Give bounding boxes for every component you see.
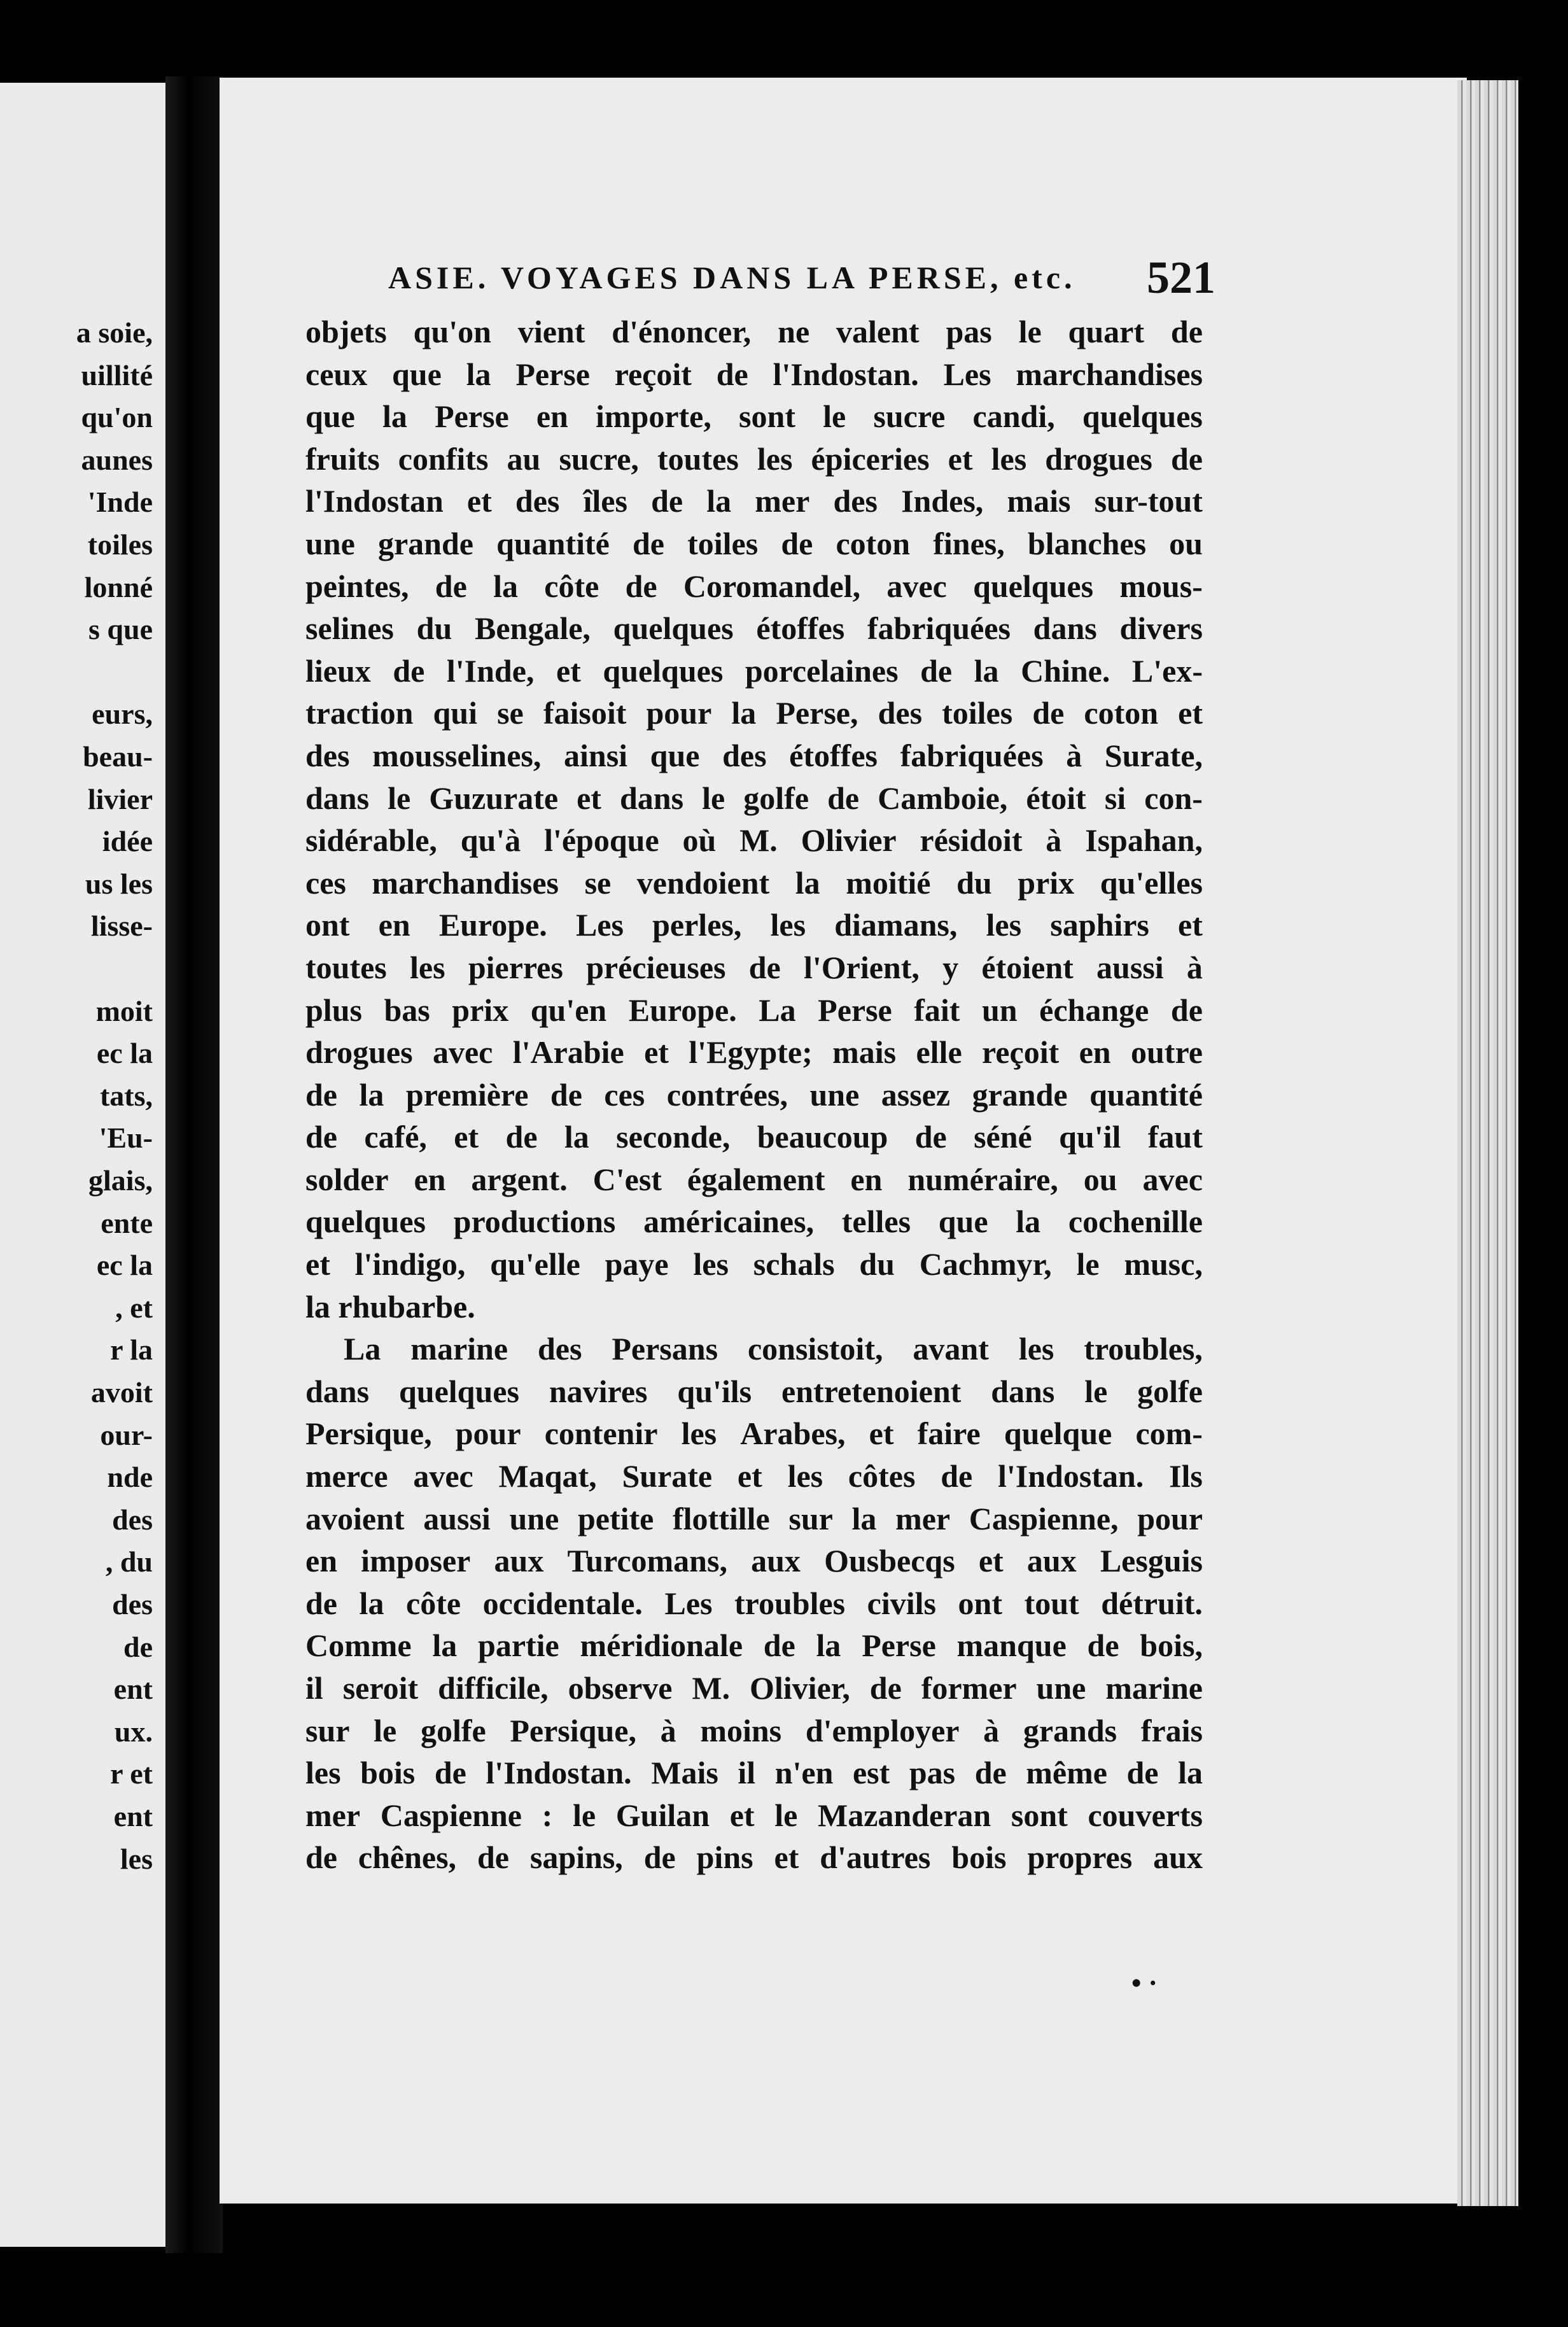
left-page-fragment: uillité — [81, 358, 153, 391]
left-page-fragment: 'Inde — [87, 486, 153, 519]
left-page-fragment: ec la — [96, 1249, 153, 1282]
left-page-fragment: lisse- — [90, 910, 153, 943]
left-page-fragment: de — [123, 1630, 153, 1663]
facing-page-left — [0, 83, 165, 2247]
left-page-fragment: toiles — [87, 528, 153, 561]
left-page-fragment: avoit — [90, 1376, 153, 1409]
left-page-fragment: , du — [105, 1545, 153, 1578]
page-edges — [1457, 80, 1518, 2206]
body-text — [305, 311, 1203, 1879]
left-page-fragment: moit — [95, 994, 153, 1027]
text-line: merce avec Maqat, Surate et les côtes de l'Indostan. Ils — [305, 1458, 1203, 1494]
text-line: des mousselines, ainsi que des étoffes fabriquées à Surate, — [305, 737, 1203, 773]
text-line: sidérable, qu'à l'époque où M. Olivier résidoit à Ispahan, — [305, 822, 1203, 859]
left-page-fragment: les — [120, 1842, 153, 1875]
text-line: lieux de l'Inde, et quelques porcelaines de la Chine. L'ex- — [305, 652, 1203, 689]
left-page-fragment: lonné — [84, 570, 153, 603]
left-page-fragment: ent — [113, 1800, 153, 1832]
text-line: toutes les pierres précieuses de l'Orient, y étoient aussi à — [305, 949, 1203, 985]
text-line: plus bas prix qu'en Europe. La Perse fait un échange de — [305, 992, 1203, 1028]
text-line: en imposer aux Turcomans, aux Ousbecqs et aux Lesguis — [305, 1543, 1203, 1579]
text-line: quelques productions américaines, telles que la cochenille — [305, 1204, 1203, 1240]
left-page-fragment: ux. — [114, 1715, 153, 1748]
left-page-fragment: des — [112, 1503, 153, 1536]
running-head-title: ASIE. VOYAGES DANS LA PERSE, etc. — [388, 260, 1076, 295]
text-line: de la première de ces contrées, une assez grande quantité — [305, 1076, 1203, 1113]
left-page-fragment: r la — [110, 1333, 153, 1367]
left-page-fragment: qu'on — [81, 401, 153, 434]
text-line: ont en Europe. Les perles, les diamans, les saphirs et — [305, 907, 1203, 943]
book-spine-shadow — [165, 76, 223, 2253]
left-page-fragment: 'Eu- — [99, 1121, 153, 1155]
left-page-fragment: tats, — [99, 1079, 153, 1112]
text-line: ceux que la Perse reçoit de l'Indostan. Les marchandises — [305, 356, 1203, 392]
signature-mark: • · — [1131, 1967, 1158, 1999]
text-line: et l'indigo, qu'elle paye les schals du Cachmyr, le musc, — [305, 1246, 1203, 1283]
left-page-fragment: ente — [101, 1206, 153, 1239]
page-number: 521 — [1147, 252, 1215, 303]
text-line: de chênes, de sapins, de pins et d'autres bois propres aux — [305, 1839, 1203, 1876]
text-line: Persique, pour contenir les Arabes, et faire quelque com- — [305, 1416, 1203, 1452]
left-page-fragment: idée — [102, 825, 153, 858]
left-page-fragment: beau- — [83, 740, 153, 773]
text-line: les bois de l'Indostan. Mais il n'en est pas de même de la — [305, 1755, 1203, 1791]
text-line: fruits confits au sucre, toutes les épiceries et les drogues de — [305, 440, 1203, 477]
text-line: il seroit difficile, observe M. Olivier, de former une marine — [305, 1670, 1203, 1706]
text-line: mer Caspienne : le Guilan et le Mazanderan sont couverts — [305, 1797, 1203, 1833]
text-line: dans quelques navires qu'ils entretenoient dans le golfe — [305, 1373, 1203, 1409]
left-page-fragment: livier — [87, 782, 153, 815]
left-page-fragment: eurs, — [92, 698, 153, 731]
text-line: une grande quantité de toiles de coton fines, blanches ou — [305, 525, 1203, 561]
text-line: Comme la partie méridionale de la Perse manque de bois, — [305, 1627, 1203, 1664]
left-page-fragment: ec la — [96, 1037, 153, 1070]
text-line: la rhubarbe. — [305, 1288, 475, 1325]
text-line: l'Indostan et des îles de la mer des Indes, mais sur-tout — [305, 483, 1203, 519]
text-line: sur le golfe Persique, à moins d'employer à grands frais — [305, 1712, 1203, 1748]
left-page-fragment: des — [112, 1588, 153, 1620]
text-line: que la Perse en importe, sont le sucre candi, quelques — [305, 398, 1203, 435]
text-line: ces marchandises se vendoient la moitié du prix qu'elles — [305, 864, 1203, 901]
text-line: peintes, de la côte de Coromandel, avec quelques mous- — [305, 568, 1203, 604]
text-line: selines du Bengale, quelques étoffes fabriquées dans divers — [305, 610, 1203, 647]
left-page-fragment: nde — [107, 1461, 153, 1494]
text-line: avoient aussi une petite flottille sur la mer Caspienne, pour — [305, 1500, 1203, 1536]
left-page-fragment: us les — [85, 867, 153, 900]
running-head — [388, 251, 1215, 302]
text-line: de café, et de la seconde, beaucoup de séné qu'il faut — [305, 1119, 1203, 1155]
left-page-fragment: a soie, — [76, 316, 153, 349]
text-line: solder en argent. C'est également en numéraire, ou avec — [305, 1161, 1203, 1197]
text-line: La marine des Persans consistoit, avant les troubles, — [344, 1331, 1203, 1367]
left-page-fragment: , et — [115, 1291, 153, 1324]
text-line: de la côte occidentale. Les troubles civils ont tout détruit. — [305, 1585, 1203, 1621]
text-line: traction qui se faisoit pour la Perse, des toiles de coton et — [305, 695, 1203, 731]
text-line: dans le Guzurate et dans le golfe de Camboie, étoit si con- — [305, 780, 1203, 816]
left-page-fragment: aunes — [81, 443, 153, 476]
left-page-fragment: glais, — [88, 1164, 153, 1197]
left-page-fragment: r et — [110, 1757, 153, 1790]
left-page-fragment: s que — [88, 613, 153, 646]
left-page-fragment: our- — [100, 1418, 153, 1451]
text-line: objets qu'on vient d'énoncer, ne valent pas le quart de — [305, 314, 1203, 349]
text-line: drogues avec l'Arabie et l'Egypte; mais elle reçoit en outre — [305, 1034, 1203, 1071]
left-page-fragment: ent — [113, 1673, 153, 1706]
